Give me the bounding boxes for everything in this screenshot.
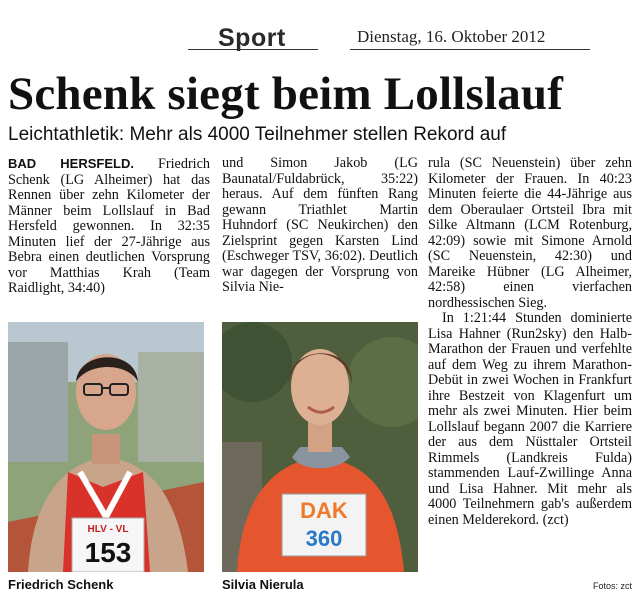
article-column-1 <box>8 156 210 297</box>
photo-caption-1: Friedrich Schenk <box>8 577 114 592</box>
runner-photo-illustration <box>8 322 204 572</box>
article-location: BAD HERSFELD. <box>8 156 134 171</box>
photo-caption-2: Silvia Nierula <box>222 577 304 592</box>
section-label: Sport <box>218 24 286 52</box>
bib-number-2: 360 <box>305 526 343 551</box>
photo-friedrich-schenk <box>8 322 204 572</box>
article-subheadline: Leichtathletik: Mehr als 4000 Teilnehmer stellen Rekord auf <box>8 124 507 145</box>
bib-label-1: HLV - VL <box>87 524 129 535</box>
article-column-3-paragraph-1: rula (SC Neuenstein) über zehn Kilometer der Frauen. In 40:23 Minuten feierte die 44-Jährige aus dem Oberaulaer Ortsteil Ibra mit Silke Altmann (LCM Rotenburg, 42:09) sowie mit Simone Arnold (SC Neuenstein, 42:30) und Mareike Hübner (LG Alheimer, 42:58) einen vierfachen nordhessischen Sieg. <box>428 155 632 311</box>
runner-photo-illustration <box>222 322 418 572</box>
photo-credit: Fotos: zct <box>592 581 632 591</box>
header-rule-right <box>350 49 590 50</box>
photo-silvia-nierula <box>222 322 418 572</box>
bib-number-1: 153 <box>84 537 132 568</box>
article-column-1-text: Friedrich Schenk (LG Alheimer) hat das Rennen über zehn Kilometer der Männer beim Lollslauf in Bad Hersfeld gewonnen. In 32:35 Minuten lief der 27-Jährige aus Bebra einen deutlichen Vorsprung vor Matthias Krah (Team Raidlight, 34:40) <box>8 156 211 296</box>
article-headline: Schenk siegt beim Lollslauf <box>8 68 564 120</box>
bib-brand-2: DAK <box>300 498 348 523</box>
article-column-3-paragraph-2: In 1:21:44 Stunden dominierte Lisa Hahner (Run2sky) den Halb-Marathon der Frauen und verfehlte auf dem Weg zu ihrem Marathon-Debüt in zwei Wochen in Frankfurt ihre Bestzeit von Klagenfurt um mehr als zwei Minuten. Hier beim Lollslauf begann 2007 die Karriere der aus dem Nüsttaler Ortsteil Rimmels (Landkreis Fulda) stammenden Lauf-Zwillinge Anna und Lisa Hahner. Mit mehr als 4000 Teilnehmern gab's außerdem einen Melderekord. (zct) <box>428 310 632 528</box>
article-column-3 <box>428 156 632 528</box>
issue-date: Dienstag, 16. Oktober 2012 <box>357 27 546 46</box>
article-column-2-text: und Simon Jakob (LG Baunatal/Fuldabrück, 35:22) heraus. Auf dem fünften Rang gewann Triathlet Martin Huhndorf (SC Neukirchen) den Zielsprint gegen Karsten Lind (Eschweger TSV, 36:02). Deutlich war dagegen der Vorsprung von Silvia Nie- <box>222 155 418 295</box>
article-column-2 <box>222 156 418 296</box>
